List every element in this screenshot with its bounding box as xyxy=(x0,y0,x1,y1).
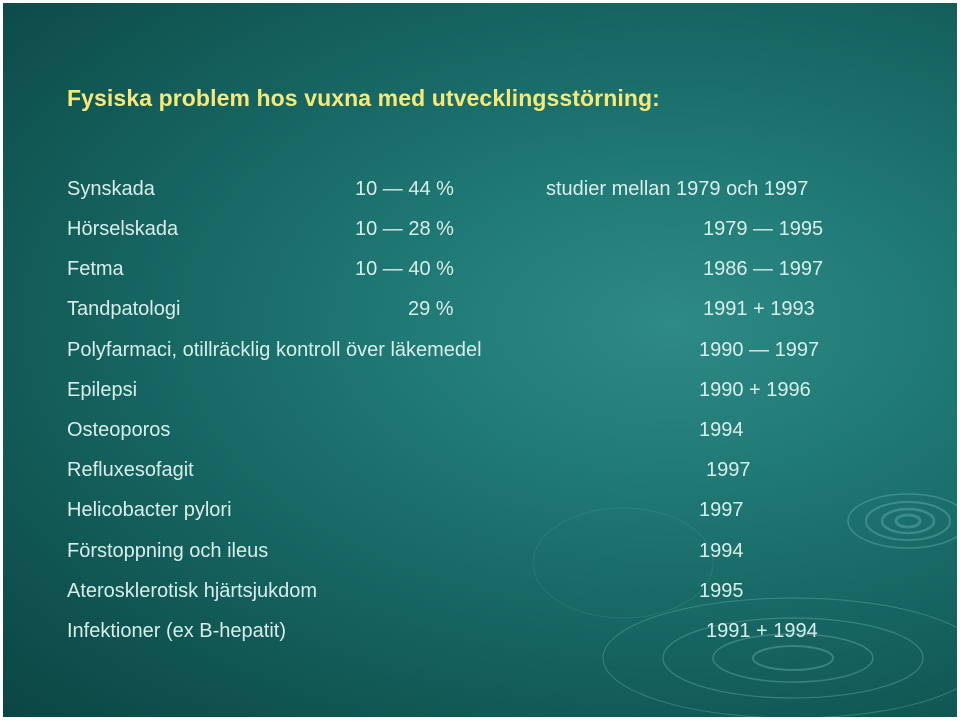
percent-range: 10 — 40 % xyxy=(355,258,454,280)
study-years: 1994 xyxy=(699,540,744,562)
condition-label: Infektioner (ex B-hepatit) xyxy=(67,620,286,642)
condition-label: Hörselskada xyxy=(67,218,179,240)
slide-title: Fysiska problem hos vuxna med utvecklingsstörning: xyxy=(67,85,660,111)
condition-label: Refluxesofagit xyxy=(67,459,194,481)
study-years: 1990 — 1997 xyxy=(699,339,820,361)
condition-label: Helicobacter pylori xyxy=(67,499,232,521)
percent-range: 10 — 44 % xyxy=(355,178,454,200)
condition-label: Epilepsi xyxy=(67,379,138,401)
condition-label: Polyfarmaci, otillräcklig kontroll över läkemedel xyxy=(67,339,482,361)
condition-label: Tandpatologi xyxy=(67,298,181,320)
study-years: 1997 xyxy=(706,459,751,481)
study-years: 1994 xyxy=(699,419,744,441)
condition-label: Osteoporos xyxy=(67,419,171,441)
study-years: studier mellan 1979 och 1997 xyxy=(546,178,809,200)
percent-range: 29 % xyxy=(408,298,454,320)
study-years: 1991 + 1994 xyxy=(706,620,818,642)
condition-label: Aterosklerotisk hjärtsjukdom xyxy=(67,580,318,602)
study-years: 1990 + 1996 xyxy=(699,379,811,401)
study-years: 1979 — 1995 xyxy=(703,218,824,240)
percent-range: 10 — 28 % xyxy=(355,218,454,240)
condition-label: Förstoppning och ileus xyxy=(67,540,269,562)
study-years: 1986 — 1997 xyxy=(703,258,824,280)
study-years: 1991 + 1993 xyxy=(703,298,815,320)
study-years: 1995 xyxy=(699,580,744,602)
condition-label: Fetma xyxy=(67,258,124,280)
condition-label: Synskada xyxy=(67,178,155,200)
slide xyxy=(3,3,957,717)
study-years: 1997 xyxy=(699,499,744,521)
